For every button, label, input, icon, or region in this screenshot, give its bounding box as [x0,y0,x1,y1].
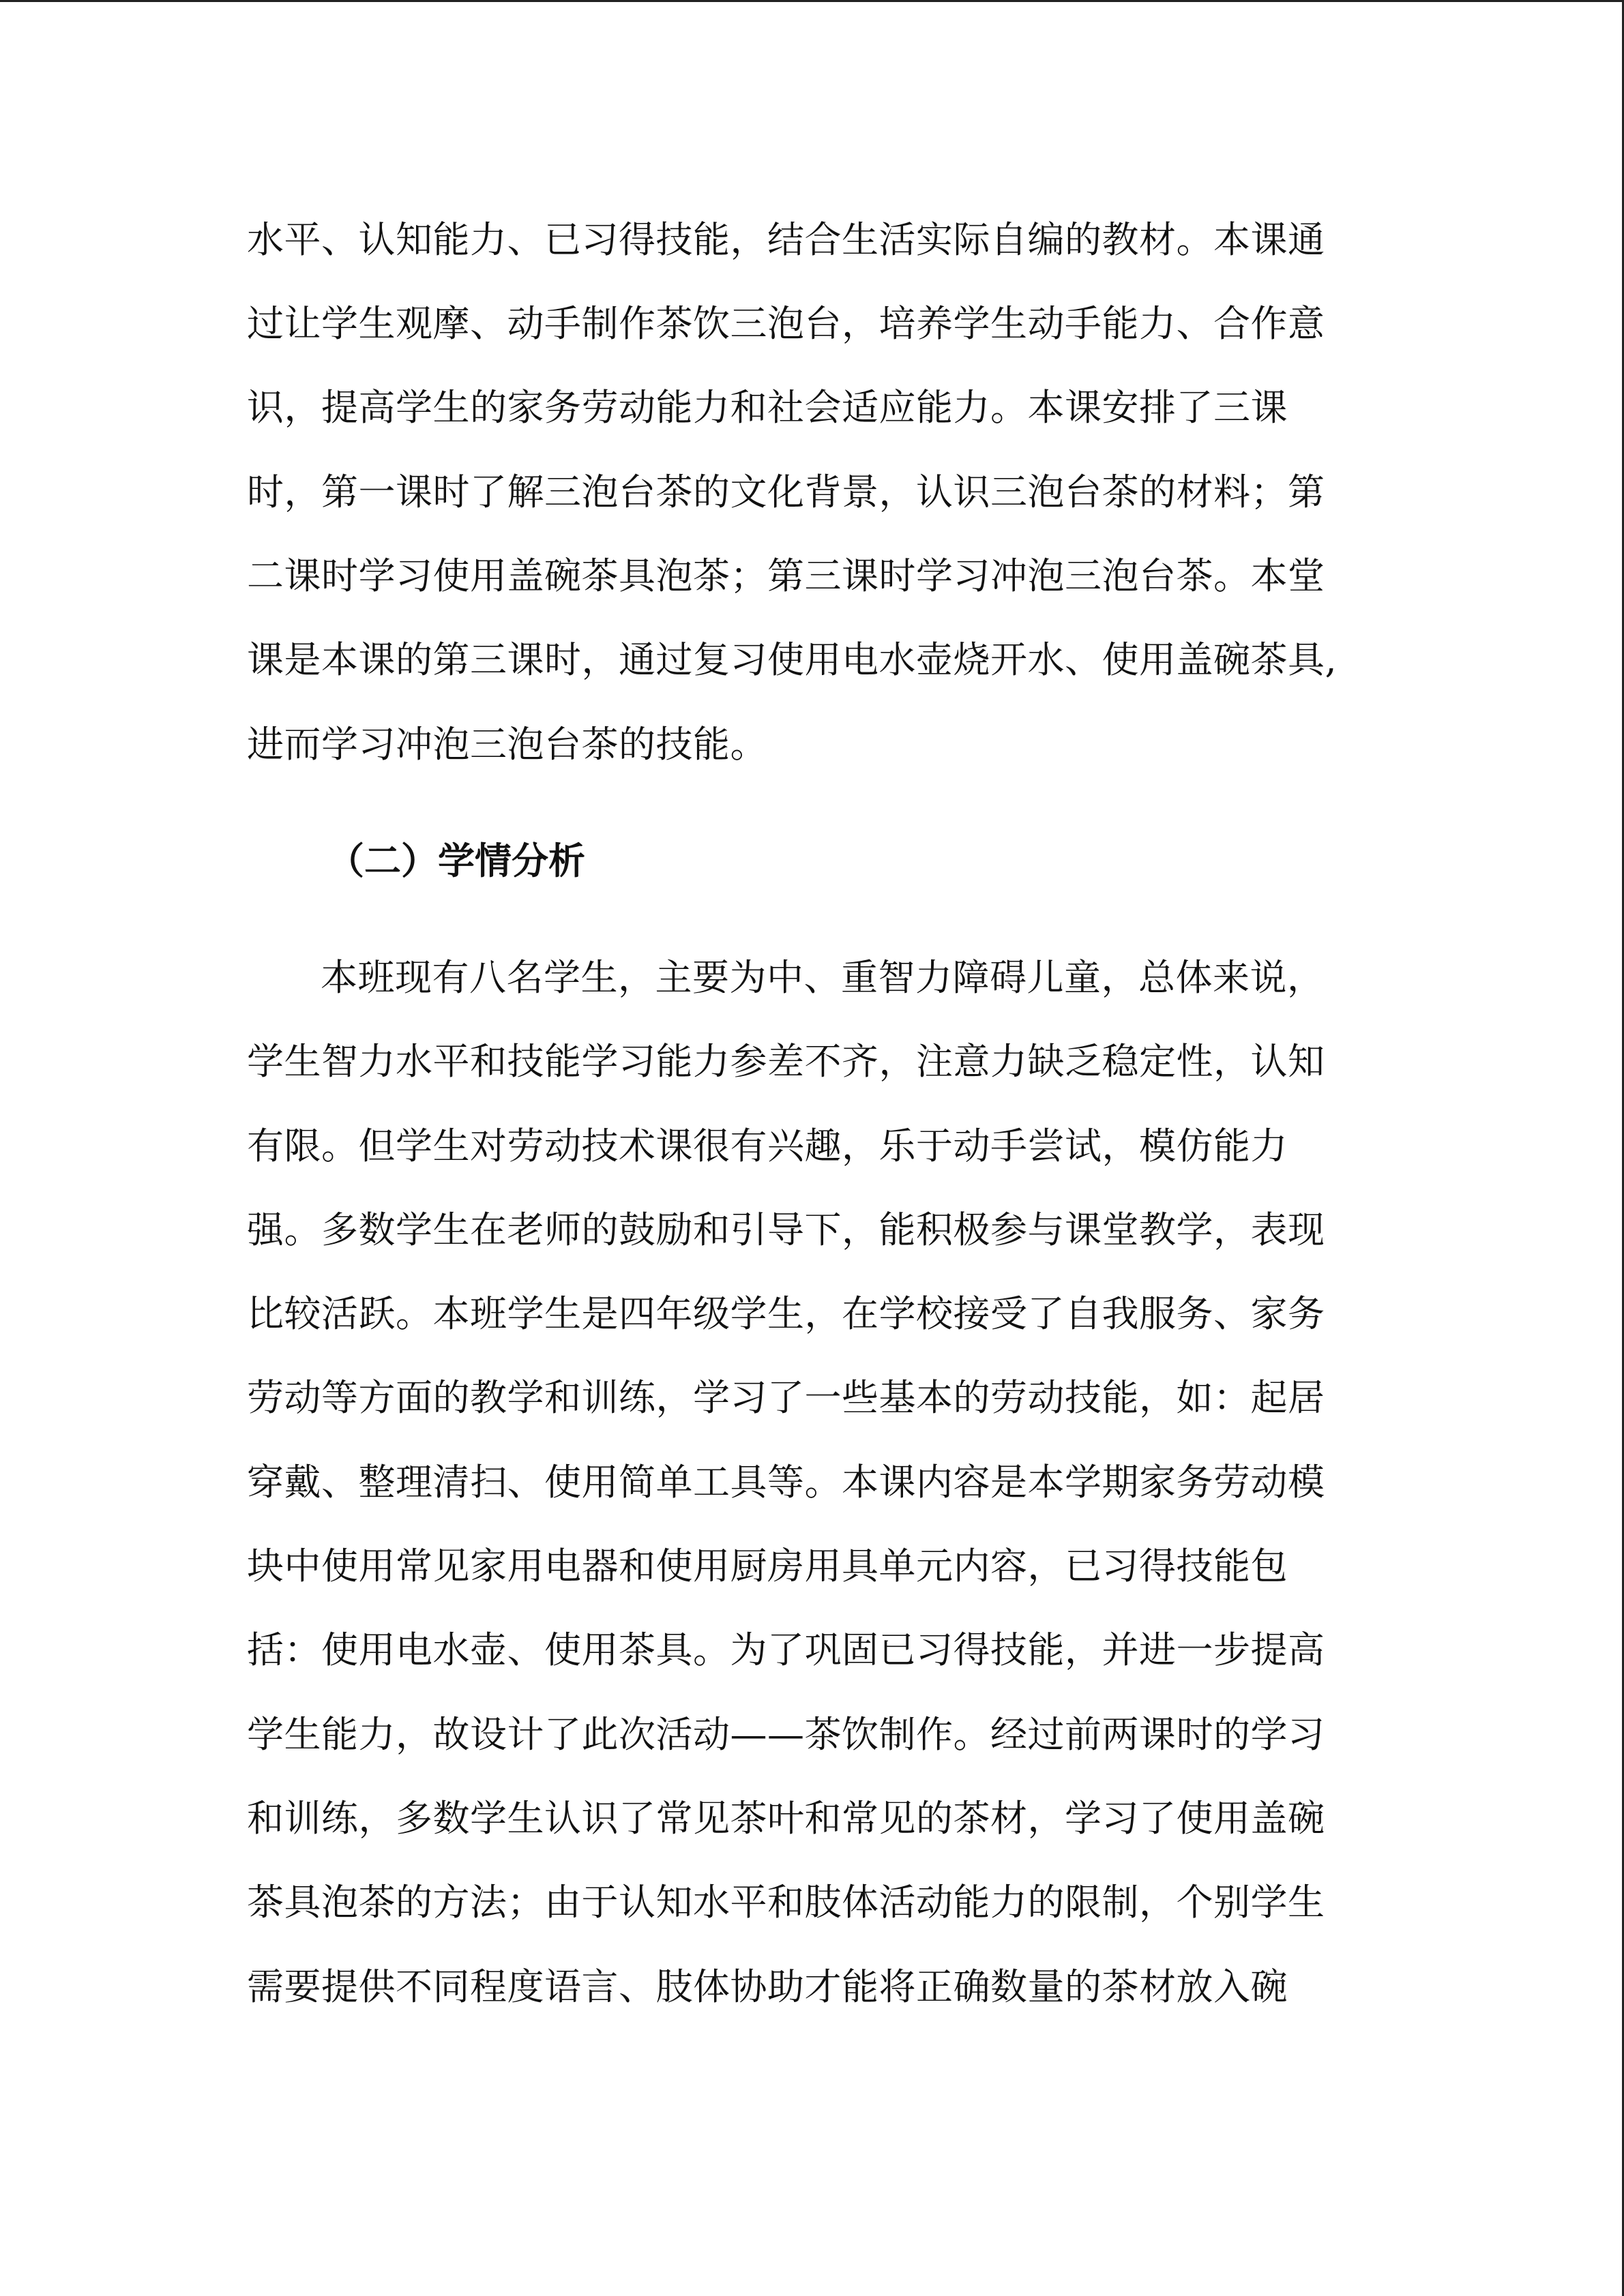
text-line: 进而学习冲泡三泡台茶的技能。 [247,723,767,766]
text-line: 块中使用常见家用电器和使用厨房用具单元内容，已习得技能包 [247,1545,1288,1587]
text-line: 本班现有八名学生，主要为中、重智力障碍儿童，总体来说， [321,956,1325,999]
text-line: 学生能力，故设计了此次活动——茶饮制作。经过前两课时的学习 [247,1713,1325,1756]
text-line: 茶具泡茶的方法；由于认知水平和肢体活动能力的限制，个别学生 [247,1881,1325,1924]
text-line: 需要提供不同程度语言、肢体协助才能将正确数量的茶材放入碗 [247,1965,1288,2008]
text-line: 学生智力水平和技能学习能力参差不齐，注意力缺乏稳定性，认知 [247,1040,1325,1083]
text-line: 时，第一课时了解三泡台茶的文化背景，认识三泡台茶的材料；第 [247,471,1325,513]
text-line: 过让学生观摩、动手制作茶饮三泡台，培养学生动手能力、合作意 [247,302,1325,345]
text-line: 二课时学习使用盖碗茶具泡茶；第三课时学习冲泡三泡台茶。本堂 [247,554,1325,597]
text-line: 课是本课的第三课时，通过复习使用电水壶烧开水、使用盖碗茶具, [247,638,1338,681]
text-line: 识，提高学生的家务劳动能力和社会适应能力。本课安排了三课 [247,386,1288,429]
text-line: 劳动等方面的教学和训练，学习了一些基本的劳动技能，如：起居 [247,1376,1325,1419]
text-line: 穿戴、整理清扫、使用简单工具等。本课内容是本学期家务劳动模 [247,1461,1325,1504]
text-line: 比较活跃。本班学生是四年级学生，在学校接受了自我服务、家务 [247,1292,1325,1335]
text-line: 强。多数学生在老师的鼓励和引导下，能积极参与课堂教学，表现 [247,1208,1325,1251]
text-line: 水平、认知能力、已习得技能，结合生活实际自编的教材。本课通 [247,218,1325,261]
text-line: 和训练，多数学生认识了常见茶叶和常见的茶材，学习了使用盖碗 [247,1797,1325,1840]
section-heading: （二）学情分析 [327,839,585,882]
text-line: 括：使用电水壶、使用茶具。为了巩固已习得技能，并进一步提高 [247,1628,1325,1671]
text-line: 有限。但学生对劳动技术课很有兴趣，乐于动手尝试，模仿能力 [247,1124,1288,1167]
